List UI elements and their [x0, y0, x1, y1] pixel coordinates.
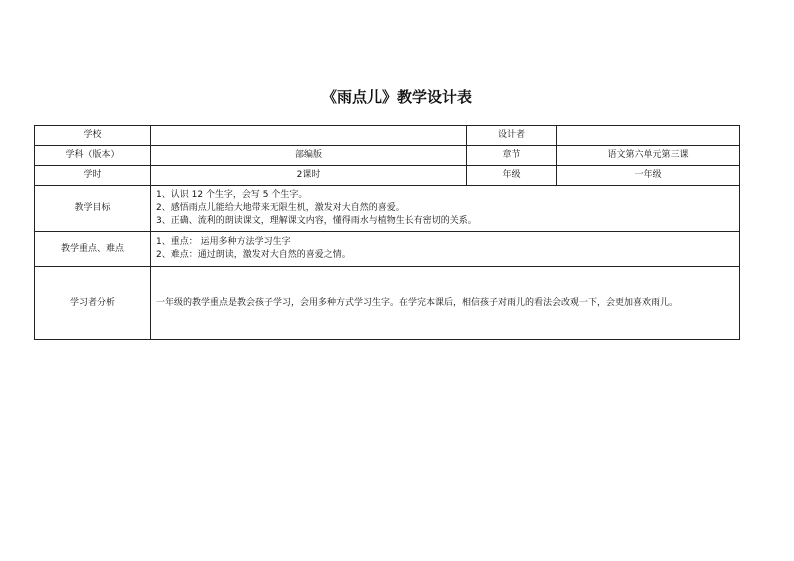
- hours-label: 学时: [35, 166, 151, 186]
- table-row-key-points: [35, 232, 740, 267]
- goal-line: 1、认识 12 个生字，会写 5 个生字。: [156, 190, 308, 200]
- page-title: 《雨点儿》教学设计表: [321, 88, 472, 106]
- chapter-value: 语文第六单元第三课: [557, 146, 740, 166]
- designer-value: [557, 126, 740, 146]
- chapter-label: 章节: [467, 146, 557, 166]
- goal-line: 2、感悟雨点儿能给大地带来无限生机，激发对大自然的喜爱。: [156, 203, 405, 213]
- hours-value: 2课时: [151, 166, 467, 186]
- key-points-content: [151, 232, 740, 267]
- table-row-school: [35, 126, 740, 146]
- analysis-content: 一年级的教学重点是教会孩子学习，会用多种方式学习生字。在学完本课后，相信孩子对雨儿的看法会改观一下，会更加喜欢雨儿。: [151, 267, 740, 340]
- school-label: 学校: [35, 126, 151, 146]
- designer-label: 设计者: [467, 126, 557, 146]
- lesson-design-table: [34, 125, 740, 340]
- goals-content: [151, 186, 740, 232]
- goal-line: 3、正确、流利的朗读课文，理解课文内容，懂得雨水与植物生长有密切的关系。: [156, 216, 477, 226]
- key-point-line: 2、难点：通过朗读，激发对大自然的喜爱之情。: [156, 250, 351, 260]
- table-row-hours: [35, 166, 740, 186]
- table-row-goals: [35, 186, 740, 232]
- table-row-subject: [35, 146, 740, 166]
- analysis-label: 学习者分析: [35, 267, 151, 340]
- school-value: [151, 126, 467, 146]
- grade-label: 年级: [467, 166, 557, 186]
- subject-label: 学科（版本）: [35, 146, 151, 166]
- key-points-label: 教学重点、难点: [35, 232, 151, 267]
- subject-value: 部编版: [151, 146, 467, 166]
- table-row-analysis: [35, 267, 740, 340]
- grade-value: 一年级: [557, 166, 740, 186]
- key-point-line: 1、重点： 运用多种方法学习生字: [156, 237, 291, 247]
- goals-label: 教学目标: [35, 186, 151, 232]
